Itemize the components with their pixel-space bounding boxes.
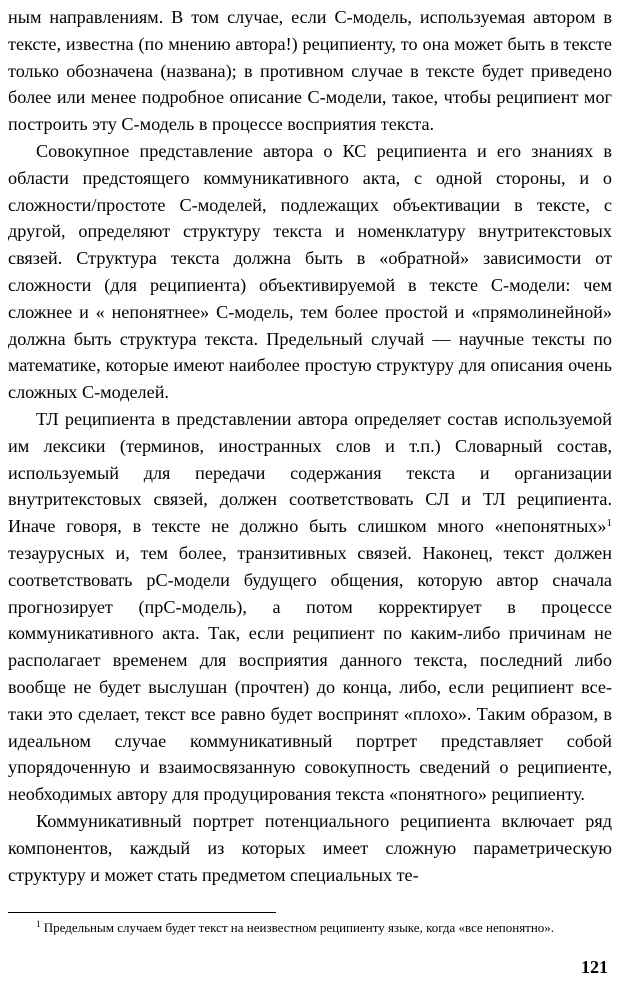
footnote-divider — [8, 912, 276, 913]
footnote-text: Предельным случаем будет текст на неизвестном реципиенту языке, когда «все непонятно». — [40, 920, 555, 935]
footnote — [8, 918, 612, 937]
footnote-reference[interactable]: 1 — [606, 517, 612, 530]
paragraph-continued: ным направлениям. В том случае, если С-модель, используемая автором в тексте, известна (по мнению автора!) реципиенту, то она может быть в тексте только обозначена (названа); в противном случае в тексте будет приведено более или менее подробное описание С-модели, такое, чтобы реципиент мог построить эту С-модель в процессе восприятия текста. — [8, 7, 612, 135]
paragraph-text: тезаурусных и, тем более, транзитивных связей. Наконец, текст должен соответствовать рС-модели будущего общения, которую автор сначала прогнозирует (прС-модель), а потом корректирует в процессе коммуникативного акта. Так, если реципиент по каким-либо причинам не располагает временем для восприятия данного текста, последний либо вообще не будет выслушан (прочтен) до конца, либо, если реципиент все-таки это сделает, текст все равно будет воспринят «плохо». Таким образом, в идеальном случае коммуникативный портрет представляет собой упорядоченную и взаимосвязанную совокупность сведений о реципиенте, необходимых автору для продуцирования текста «понятного» реципиенту. — [8, 542, 612, 805]
footnote-mark: 1 — [36, 919, 41, 930]
paragraph-with-footnote-ref — [8, 406, 612, 808]
footnote-line — [8, 918, 612, 937]
paragraph: Коммуникативный портрет потенциального реципиента включает ряд компонентов, каждый из которых имеет сложную параметрическую структуру и может стать предметом специальных те- — [8, 810, 612, 885]
body-text — [8, 4, 612, 888]
page-number: 121 — [581, 957, 608, 977]
paragraph-text: ТЛ реципиента в представлении автора определяет состав используемой им лексики (терминов, иностранных слов и т.п.) Словарный состав, используемый для передачи содержания текста и организации внутритекстовых связей, должен соответствовать СЛ и ТЛ реципиента. Иначе говоря, в тексте не должно быть слишком много «непонятных» — [8, 408, 612, 537]
paragraph: Совокупное представление автора о КС реципиента и его знаниях в области предстоящего коммуникативного акта, с одной стороны, и о сложности/простоте С-моделей, подлежащих объективации в тексте, с другой, определяют структуру текста и номенклатуру внутритекстовых связей. Структура текста должна быть в «обратной» зависимости от сложности (для реципиента) объективируемой в тексте С-модели: чем сложнее и « непонятнее» С-модель, тем более простой и «прямолинейной» должна быть структура текста. Предельный случай — научные тексты по математике, которые имеют наиболее простую структуру для описания очень сложных С-моделей. — [8, 140, 612, 403]
